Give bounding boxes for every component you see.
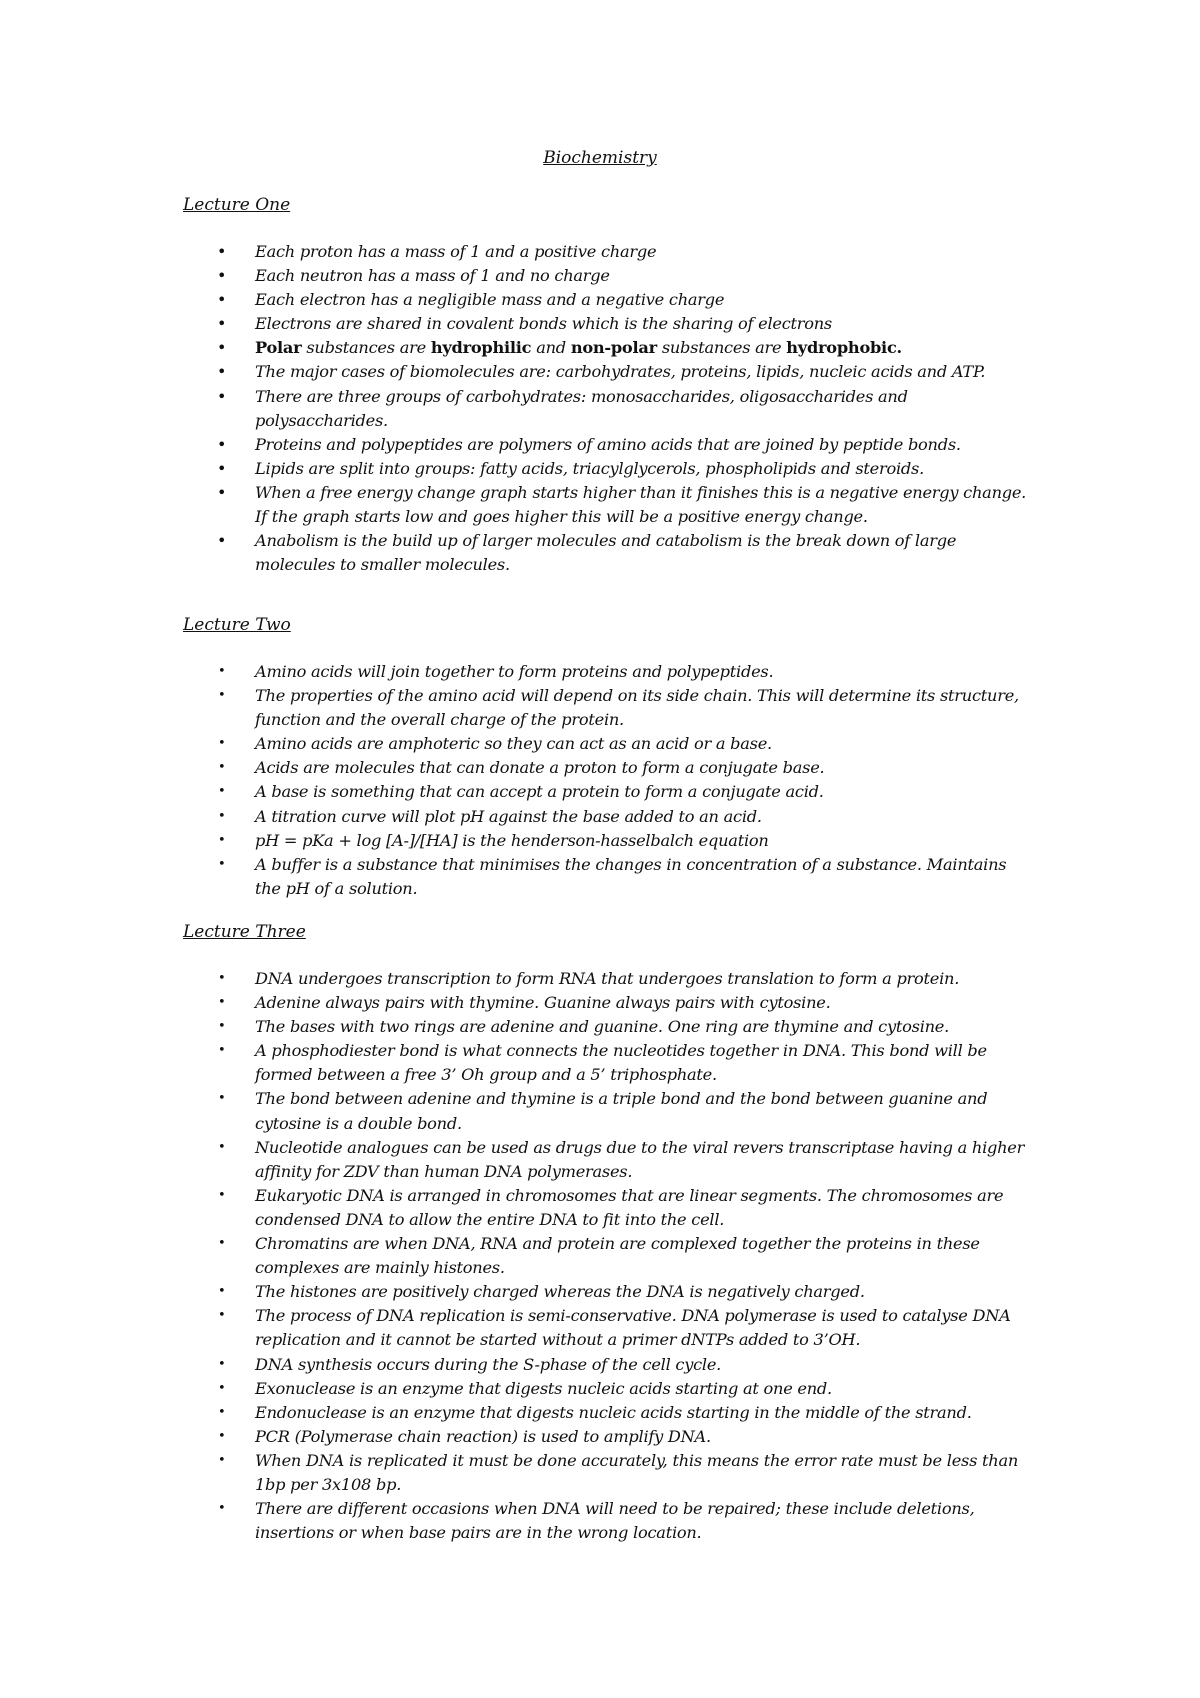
bullet-icon: •: [217, 242, 227, 261]
bullet-list: [183, 240, 1033, 577]
list-item: • When a free energy change graph starts higher than it finishes this is a negative energy change. If the graph starts low and goes higher this will be a positive energy change.: [217, 482, 1027, 527]
list-item: • Each electron has a negligible mass and a negative charge: [183, 288, 1033, 312]
list-item: • The major cases of biomolecules are: carbohydrates, proteins, lipids, nucleic acids and ATP.: [183, 360, 1033, 384]
list-item: • Proteins and polypeptides are polymers of amino acids that are joined by peptide bonds.: [183, 433, 1033, 457]
list-item: • Each neutron has a mass of 1 and no charge: [183, 264, 1033, 288]
list-item: • When DNA is replicated it must be done accurately, this means the error rate must be less than 1bp per 3x108 bp.: [218, 1450, 1019, 1494]
section-heading: Lecture Three: [183, 922, 306, 942]
bullet-icon: •: [218, 1187, 226, 1203]
bullet-icon: •: [217, 434, 227, 454]
list-item: • Amino acids are amphoteric so they can act as an acid or a base.: [183, 732, 1033, 756]
bullet-icon: •: [218, 1501, 226, 1517]
list-item: • pH = pKa + log [A-]/[HA] is the henderson-hasselbalch equation: [183, 829, 1033, 853]
list-item: • Lipids are split into groups: fatty acids, triacylglycerols, phospholipids and steroids.: [183, 457, 1033, 481]
bullet-icon: •: [218, 832, 226, 848]
bullet-icon: •: [218, 1380, 226, 1396]
bullet-icon: •: [218, 971, 226, 986]
bullet-icon: •: [218, 1404, 226, 1420]
list-item: • Nucleotide analogues can be used as drugs due to the viral revers transcriptase having a higher affinity for ZDV than human DNA polymerases.: [218, 1137, 1025, 1181]
page-title: Biochemistry: [543, 148, 657, 168]
list-item: • Electrons are shared in covalent bonds which is the sharing of electrons: [183, 312, 1033, 336]
list-item: • The properties of the amino acid will depend on its side chain. This will determine its structure, function and the overall charge of the protein.: [218, 686, 1019, 730]
bullet-icon: •: [218, 1139, 226, 1155]
section-heading: Lecture Two: [183, 615, 291, 635]
bullet-list: [183, 660, 1033, 901]
bullet-icon: •: [218, 688, 226, 704]
bullet-icon: •: [217, 386, 227, 406]
list-item: • Adenine always pairs with thymine. Guanine always pairs with cytosine.: [183, 991, 1033, 1015]
bullet-icon: •: [218, 1428, 226, 1444]
list-item: • Amino acids will join together to form proteins and polypeptides.: [183, 660, 1033, 684]
list-item: • A titration curve will plot pH against the base added to an acid.: [183, 805, 1033, 829]
bullet-icon: •: [218, 1452, 226, 1468]
term-hydrophobic: hydrophobic.: [786, 338, 902, 358]
list-item: • PCR (Polymerase chain reaction) is used to amplify DNA.: [183, 1425, 1033, 1449]
bullet-icon: •: [217, 266, 227, 286]
bullet-icon: •: [217, 290, 227, 310]
list-item: • The process of DNA replication is semi-conservative. DNA polymerase is used to catalyse DNA replication and it cannot be started without a primer dNTPs added to 3’OH.: [218, 1306, 1011, 1350]
bullet-icon: •: [218, 808, 226, 824]
list-item: • Anabolism is the build up of larger molecules and catabolism is the break down of large molecules to smaller molecules.: [217, 531, 957, 575]
list-item: • A phosphodiester bond is what connects the nucleotides together in DNA. This bond will be formed between a free 3’ Oh group and a 5’ triphosphate.: [218, 1041, 987, 1085]
bullet-icon: •: [217, 458, 227, 478]
list-item: • Each proton has a mass of 1 and a positive charge: [183, 240, 1033, 264]
section-heading: Lecture One: [183, 195, 291, 215]
bullet-icon: •: [218, 856, 226, 872]
list-item: • Eukaryotic DNA is arranged in chromosomes that are linear segments. The chromosomes are condensed DNA to allow the entire DNA to fit into the cell.: [218, 1185, 1004, 1229]
bullet-icon: •: [218, 1356, 226, 1372]
list-item: • A buffer is a substance that minimises the changes in concentration of a substance. Maintains the pH of a solution.: [218, 854, 1007, 898]
bullet-icon: •: [218, 1308, 226, 1324]
list-item: • Chromatins are when DNA, RNA and protein are complexed together the proteins in these complexes are mainly histones.: [218, 1234, 980, 1278]
list-item: • DNA undergoes transcription to form RNA that undergoes translation to form a protein.: [183, 967, 1033, 991]
list-item: • The bases with two rings are adenine and guanine. One ring are thymine and cytosine.: [183, 1015, 1033, 1039]
bullet-icon: •: [217, 314, 227, 334]
bullet-icon: •: [217, 338, 227, 358]
term-polar: Polar: [255, 338, 302, 358]
bullet-icon: •: [218, 1019, 226, 1035]
bullet-icon: •: [218, 664, 226, 679]
term-hydrophilic: hydrophilic: [430, 338, 532, 358]
section-lecture-two: [183, 613, 1033, 901]
list-item-polar: • Polar substances are hydrophilic and non-polar substances are hydrophobic.: [183, 336, 1033, 360]
list-item: • Endonuclease is an enzyme that digests nucleic acids starting in the middle of the strand.: [183, 1401, 1033, 1425]
bullet-icon: •: [217, 362, 227, 382]
list-item: • The bond between adenine and thymine is a triple bond and the bond between guanine and cytosine is a double bond.: [218, 1089, 988, 1133]
list-item: • The histones are positively charged whereas the DNA is negatively charged.: [183, 1280, 1033, 1304]
bullet-icon: •: [218, 760, 226, 776]
list-item: • Acids are molecules that can donate a proton to form a conjugate base.: [183, 756, 1033, 780]
list-item: • There are three groups of carbohydrates: monosaccharides, oligosaccharides and polysaccharides.: [217, 386, 908, 430]
list-item: • There are different occasions when DNA will need to be repaired; these include deletions, insertions or when base pairs are in the wrong location.: [218, 1499, 975, 1543]
bullet-icon: •: [218, 1091, 226, 1107]
term-non-polar: non-polar: [570, 338, 657, 358]
section-lecture-one: [183, 193, 1033, 577]
section-lecture-three: [183, 920, 1033, 1545]
list-item: • DNA synthesis occurs during the S-phase of the cell cycle.: [183, 1353, 1033, 1377]
list-item: • A base is something that can accept a protein to form a conjugate acid.: [183, 780, 1033, 804]
bullet-icon: •: [218, 1043, 226, 1059]
bullet-icon: •: [218, 736, 226, 752]
bullet-icon: •: [218, 1284, 226, 1300]
bullet-icon: •: [218, 784, 226, 800]
bullet-icon: •: [218, 1236, 226, 1252]
bullet-icon: •: [217, 531, 227, 551]
bullet-icon: •: [218, 995, 226, 1011]
list-item: • Exonuclease is an enzyme that digests nucleic acids starting at one end.: [183, 1377, 1033, 1401]
bullet-list: [183, 967, 1033, 1545]
bullet-icon: •: [217, 482, 227, 502]
